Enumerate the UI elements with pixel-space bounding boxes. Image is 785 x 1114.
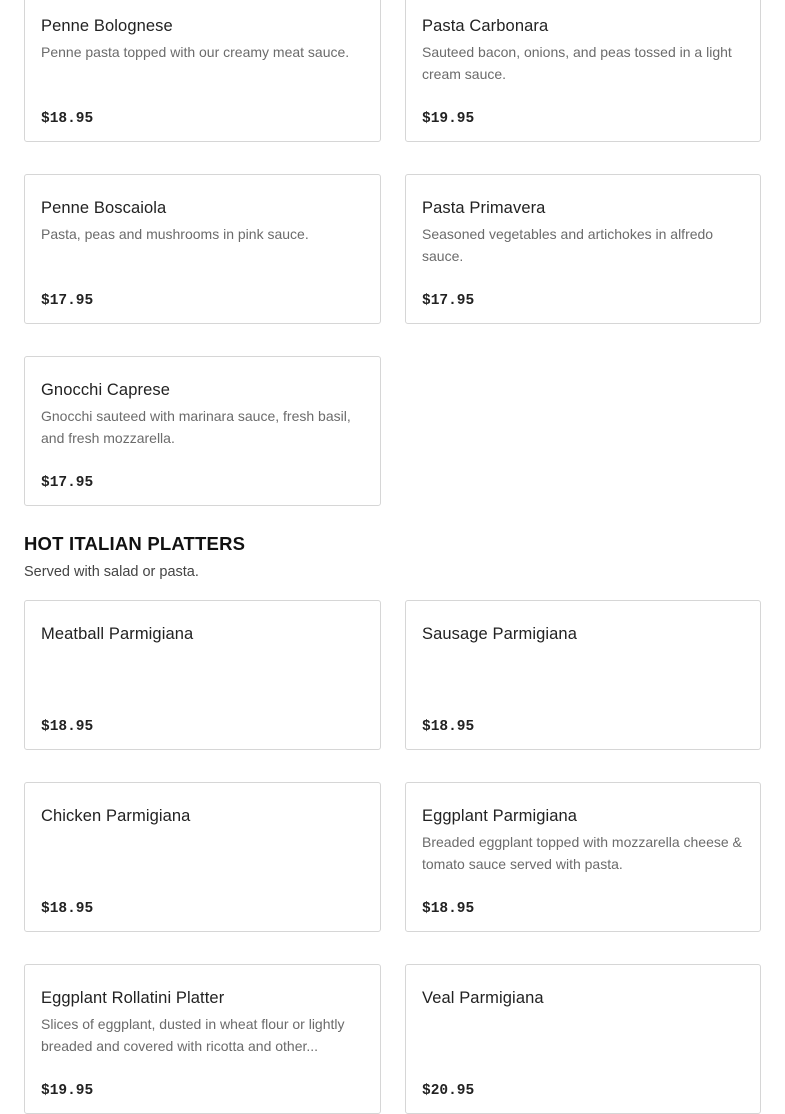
item-price: $17.95 [422, 293, 475, 309]
hot-italian-platters-section [24, 532, 761, 1114]
item-name: Pasta Primavera [422, 199, 546, 217]
item-description: Sauteed bacon, onions, and peas tossed in a light cream sauce. [422, 44, 732, 82]
item-name: Meatball Parmigiana [41, 625, 194, 643]
item-price: $17.95 [41, 293, 94, 309]
item-name: Veal Parmigiana [422, 989, 544, 1007]
item-description: Slices of eggplant, dusted in wheat flour or lightly breaded and covered with ricotta and other... [41, 1016, 345, 1054]
menu-item-card[interactable] [24, 174, 381, 324]
menu-item-card[interactable] [405, 782, 761, 932]
item-price: $18.95 [41, 719, 94, 735]
menu-item-card[interactable] [24, 356, 381, 506]
menu-item-card[interactable] [405, 174, 761, 324]
menu-item-card[interactable] [405, 0, 761, 142]
item-price: $19.95 [41, 1083, 94, 1099]
menu-item-card[interactable] [24, 0, 381, 142]
item-name: Penne Boscaiola [41, 199, 167, 217]
item-description: Penne pasta topped with our creamy meat sauce. [41, 44, 350, 60]
item-name: Sausage Parmigiana [422, 625, 577, 643]
menu-item-card[interactable] [24, 964, 381, 1114]
item-name: Eggplant Rollatini Platter [41, 989, 225, 1007]
item-price: $17.95 [41, 475, 94, 491]
item-price: $18.95 [41, 901, 94, 917]
item-price: $18.95 [422, 719, 475, 735]
item-name: Gnocchi Caprese [41, 381, 170, 399]
menu-page [24, 0, 761, 1114]
item-description: Pasta, peas and mushrooms in pink sauce. [41, 226, 309, 242]
item-name: Pasta Carbonara [422, 17, 549, 35]
item-price: $18.95 [41, 111, 94, 127]
menu-item-card[interactable] [24, 600, 381, 750]
platters-grid [24, 600, 761, 1114]
item-price: $18.95 [422, 901, 475, 917]
section-title: HOT ITALIAN PLATTERS [24, 533, 246, 554]
menu-item-card[interactable] [405, 600, 761, 750]
item-description: Gnocchi sauteed with marinara sauce, fresh basil, and fresh mozzarella. [41, 408, 351, 446]
section-subtitle: Served with salad or pasta. [24, 564, 199, 580]
item-name: Penne Bolognese [41, 17, 173, 35]
item-name: Chicken Parmigiana [41, 807, 191, 825]
item-price: $20.95 [422, 1083, 475, 1099]
item-price: $19.95 [422, 111, 475, 127]
item-description: Seasoned vegetables and artichokes in alfredo sauce. [422, 226, 714, 264]
item-description: Breaded eggplant topped with mozzarella cheese & tomato sauce served with pasta. [422, 834, 742, 872]
menu-item-card[interactable] [24, 782, 381, 932]
item-name: Eggplant Parmigiana [422, 807, 578, 825]
pasta-items-grid [24, 0, 761, 506]
menu-item-card[interactable] [405, 964, 761, 1114]
